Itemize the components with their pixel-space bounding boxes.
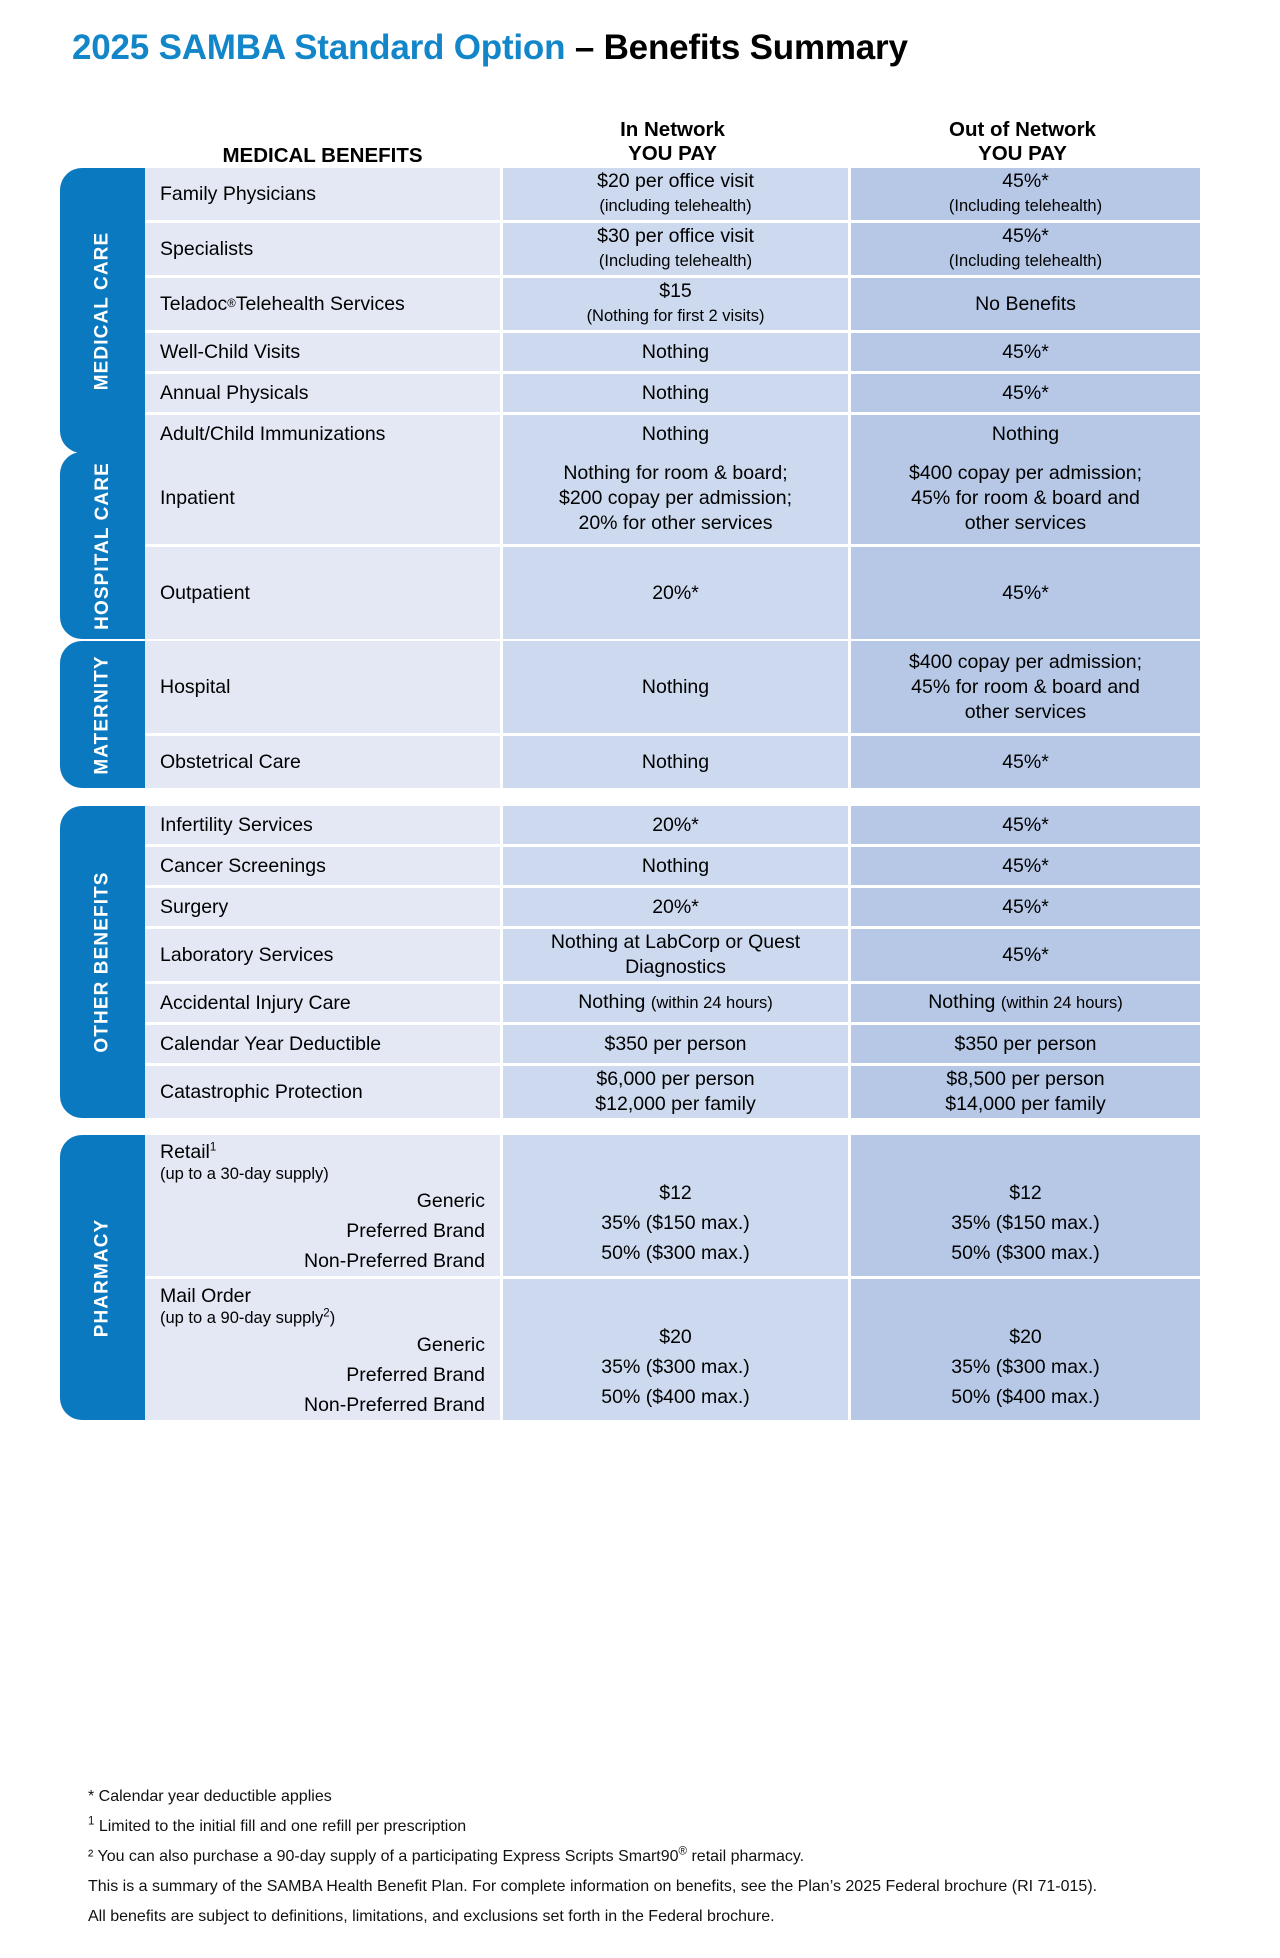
table-row [145,888,1200,926]
in-network-value: $350 per person [503,1025,848,1063]
pharmacy-tier-value: $12 [659,1182,692,1204]
out-network-value: 45%* [851,847,1200,885]
table-row [145,641,1200,733]
pharmacy-out-network-values [851,1135,1200,1276]
out-network-value: $400 copay per admission; 45% for room & board and other services [851,452,1200,544]
in-network-value: Nothing for room & board; $200 copay per admission; 20% for other services [503,452,848,544]
pharmacy-tier-value: $20 [659,1326,692,1348]
pharmacy-group-row [145,1135,1200,1276]
benefit-label: Family Physicians [145,168,500,220]
in-network-value: Nothing (within 24 hours) [503,984,848,1022]
footnotes [88,1782,1208,1932]
pharmacy-rows [145,1135,1200,1420]
in-network-value: $6,000 per person $12,000 per family [503,1066,848,1118]
pharmacy-tier-value: 35% ($300 max.) [601,1356,750,1378]
pharmacy-tier-value: 35% ($150 max.) [601,1212,750,1234]
table-row [145,736,1200,788]
in-network-value: Nothing [503,374,848,412]
column-header-out-network-line1: Out of Network [949,118,1096,141]
column-header-in-network-line1: In Network [620,118,725,141]
out-network-value: No Benefits [851,278,1200,330]
footnote: $^1$ Limited to the initial fill and one refill per prescription [88,1815,467,1835]
benefit-section [60,452,1200,639]
section-rail-label: OTHER BENEFITS [60,806,145,1118]
benefit-section [60,168,1200,453]
benefit-label: Surgery [145,888,500,926]
section-rail [60,452,145,639]
table-row [145,547,1200,639]
in-network-value: Nothing [503,333,848,371]
benefit-label: Well-Child Visits [145,333,500,371]
out-network-value: 45%* (Including telehealth) [851,223,1200,275]
out-network-value: 45%* [851,806,1200,844]
pharmacy-tier-value: 50% ($400 max.) [601,1386,750,1408]
pharmacy-tier-label: Non-Preferred Brand [303,1250,485,1272]
in-network-value: 20%* [503,888,848,926]
pharmacy-tier-value: $12 [1009,1182,1042,1204]
table-row [145,333,1200,371]
pharmacy-tier-label: Generic [416,1334,485,1356]
benefit-label: Annual Physicals [145,374,500,412]
out-network-value: 45%* [851,333,1200,371]
pharmacy-tier-value: 35% ($300 max.) [951,1356,1100,1378]
benefit-section [60,806,1200,1118]
benefit-label: Outpatient [145,547,500,639]
benefit-label: Catastrophic Protection [145,1066,500,1118]
benefit-label: Infertility Services [145,806,500,844]
out-network-value: $350 per person [851,1025,1200,1063]
pharmacy-tier-label: Non-Preferred Brand [303,1394,485,1416]
page-title-rest: – Benefits Summary [565,28,908,67]
out-network-value: 45%* [851,374,1200,412]
out-network-value: 45%* [851,929,1200,981]
benefit-label: Obstetrical Care [145,736,500,788]
section-rows [145,806,1200,1118]
in-network-value: 20%* [503,806,848,844]
pharmacy-tier-value: $20 [1009,1326,1042,1348]
benefit-section [60,641,1200,788]
section-rail-label: MATERNITY [60,641,145,788]
out-network-value: Nothing (within 24 hours) [851,984,1200,1022]
out-network-value: 45%* [851,888,1200,926]
pharmacy-tier-value: 50% ($300 max.) [951,1242,1100,1264]
column-header-out-network [845,118,1200,166]
section-rows [145,168,1200,453]
in-network-value: $20 per office visit (including telehealth) [503,168,848,220]
pharmacy-group-label [145,1135,500,1276]
column-header-in-network [500,118,845,166]
footnote: This is a summary of the SAMBA Health Benefit Plan. For complete information on benefits, see the Plan’s 2025 Federal brochure (RI 71-015). [88,1878,1098,1895]
out-network-value: Nothing [851,415,1200,453]
benefit-label: Cancer Screenings [145,847,500,885]
table-row [145,929,1200,981]
table-row [145,806,1200,844]
pharmacy-tier-label: Generic [416,1190,485,1212]
section-rows [145,641,1200,788]
pharmacy-group-supply: (up to a 90-day supply$^2$) [160,1307,336,1327]
pharmacy-tier-value: 50% ($400 max.) [951,1386,1100,1408]
table-row [145,1025,1200,1063]
pharmacy-in-network-values [503,1135,848,1276]
out-network-value: $8,500 per person $14,000 per family [851,1066,1200,1118]
table-row [145,278,1200,330]
table-row [145,415,1200,453]
section-rail-label: PHARMACY [60,1135,145,1420]
page-title [72,28,908,68]
pharmacy-section [60,1135,1200,1420]
table-row [145,374,1200,412]
pharmacy-tier-label: Preferred Brand [346,1220,485,1242]
table-row [145,452,1200,544]
out-network-value: 45%* (Including telehealth) [851,168,1200,220]
section-rail-label: MEDICAL CARE [60,168,145,453]
table-row [145,1066,1200,1118]
section-rail [60,168,145,453]
benefit-label: Hospital [145,641,500,733]
pharmacy-group-supply: (up to a 30-day supply) [160,1165,329,1183]
pharmacy-tier-value: 35% ($150 max.) [951,1212,1100,1234]
in-network-value: $30 per office visit (Including telehealth) [503,223,848,275]
benefit-label: Teladoc ® Telehealth Services [145,278,500,330]
benefit-label: Specialists [145,223,500,275]
in-network-value: Nothing at LabCorp or Quest Diagnostics [503,929,848,981]
section-rail [60,641,145,788]
table-row [145,847,1200,885]
footnote: ² You can also purchase a 90-day supply of a participating Express Scripts Smart90® retail pharmacy. [88,1845,805,1865]
out-network-value: 45%* [851,547,1200,639]
pharmacy-group-title: Mail Order [160,1285,252,1307]
in-network-value: Nothing [503,736,848,788]
in-network-value: $15 (Nothing for first 2 visits) [503,278,848,330]
pharmacy-group-label [145,1279,500,1420]
in-network-value: Nothing [503,415,848,453]
section-rows [145,452,1200,639]
footnote: * Calendar year deductible applies [88,1788,332,1805]
in-network-value: Nothing [503,641,848,733]
footnote: All benefits are subject to definitions, limitations, and exclusions set forth in the Federal brochure. [88,1908,775,1925]
column-headers [145,118,1200,168]
pharmacy-group-row [145,1279,1200,1420]
benefit-label: Inpatient [145,452,500,544]
column-header-out-network-line2: YOU PAY [978,142,1067,165]
pharmacy-tier-value: 50% ($300 max.) [601,1242,750,1264]
out-network-value: $400 copay per admission; 45% for room & board and other services [851,641,1200,733]
pharmacy-tier-label: Preferred Brand [346,1364,485,1386]
pharmacy-in-network-values [503,1279,848,1420]
pharmacy-group-title: Retail$^1$ [160,1141,217,1163]
benefit-label: Adult/Child Immunizations [145,415,500,453]
in-network-value: Nothing [503,847,848,885]
column-header-in-network-line2: YOU PAY [628,142,717,165]
pharmacy-out-network-values [851,1279,1200,1420]
benefit-label: Accidental Injury Care [145,984,500,1022]
section-rail-label: HOSPITAL CARE [60,452,145,639]
section-rail [60,1135,145,1420]
section-rail [60,806,145,1118]
benefit-label: Laboratory Services [145,929,500,981]
page-title-highlight: 2025 SAMBA Standard Option [72,28,566,67]
table-row [145,984,1200,1022]
column-header-benefits: MEDICAL BENEFITS [222,144,423,167]
table-row [145,168,1200,220]
in-network-value: 20%* [503,547,848,639]
benefit-label: Calendar Year Deductible [145,1025,500,1063]
out-network-value: 45%* [851,736,1200,788]
table-row [145,223,1200,275]
